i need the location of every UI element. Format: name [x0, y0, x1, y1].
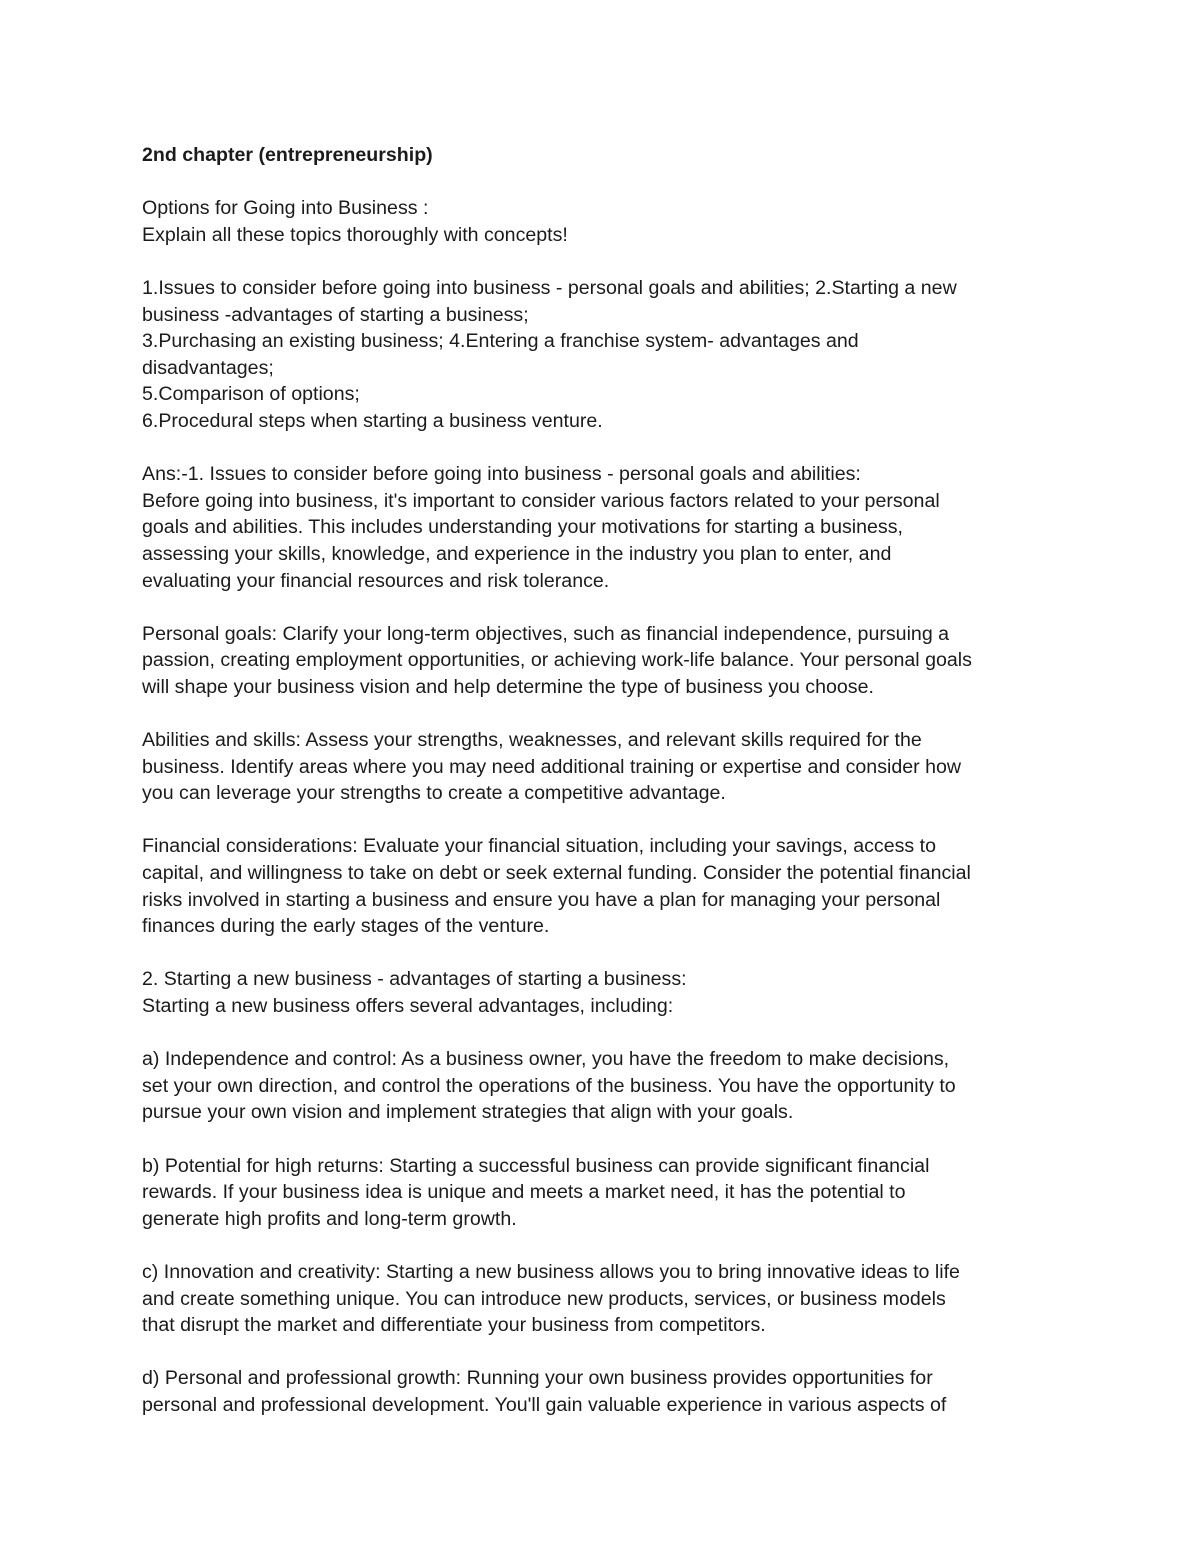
text-line: Starting a new business offers several advantages, including: — [142, 995, 674, 1017]
paragraph — [142, 461, 1072, 594]
text-line: evaluating your financial resources and risk tolerance. — [142, 569, 610, 592]
paragraph — [142, 1365, 1072, 1418]
paragraphs-container — [142, 195, 1072, 1418]
text-line: Explain all these topics thoroughly with concepts! — [142, 223, 568, 246]
text-line: finances during the early stages of the venture. — [142, 915, 550, 938]
text-line: goals and abilities. This includes understanding your motivations for starting a business, — [142, 516, 903, 539]
text-line: pursue your own vision and implement strategies that align with your goals. — [142, 1101, 794, 1124]
paragraph — [142, 275, 1072, 435]
document-title: 2nd chapter (entrepreneurship) — [142, 144, 433, 166]
text-line: 3.Purchasing an existing business; 4.Entering a franchise system- advantages and — [142, 330, 859, 353]
text-line: generate high profits and long-term growth. — [142, 1207, 517, 1230]
paragraph — [142, 195, 1072, 248]
text-line: 6.Procedural steps when starting a business venture. — [142, 409, 603, 432]
paragraph — [142, 727, 1072, 807]
paragraph — [142, 966, 1072, 1019]
text-line: will shape your business vision and help determine the type of business you choose. — [142, 675, 874, 698]
text-line: disadvantages; — [142, 356, 274, 379]
text-line: a) Independence and control: As a business owner, you have the freedom to make decisions, — [142, 1048, 950, 1071]
text-line: risks involved in starting a business and ensure you have a plan for managing your personal — [142, 888, 941, 911]
text-line: 1.Issues to consider before going into business - personal goals and abilities; 2.Starting a new — [142, 276, 957, 299]
text-line: capital, and willingness to take on debt or seek external funding. Consider the potential financial — [142, 862, 971, 885]
text-line: 5.Comparison of options; — [142, 383, 360, 406]
text-line: Options for Going into Business : — [142, 197, 429, 220]
text-line: personal and professional development. You'll gain valuable experience in various aspects of — [142, 1393, 947, 1416]
paragraph — [142, 1046, 1072, 1126]
text-line: Before going into business, it's important to consider various factors related to your personal — [142, 489, 940, 512]
text-line: business. Identify areas where you may need additional training or expertise and consider how — [142, 755, 962, 778]
text-line: you can leverage your strengths to create a competitive advantage. — [142, 782, 726, 805]
paragraph — [142, 833, 1072, 939]
text-line: passion, creating employment opportunities, or achieving work-life balance. Your personal goals — [142, 649, 972, 672]
text-line: assessing your skills, knowledge, and experience in the industry you plan to enter, and — [142, 542, 892, 565]
paragraph — [142, 1259, 1072, 1339]
text-line: and create something unique. You can introduce new products, services, or business models — [142, 1287, 946, 1310]
text-line: c) Innovation and creativity: Starting a new business allows you to bring innovative ideas to life — [142, 1260, 960, 1283]
text-line: set your own direction, and control the operations of the business. You have the opportunity to — [142, 1074, 956, 1097]
text-line: business -advantages of starting a business; — [142, 303, 529, 326]
text-line: rewards. If your business idea is unique and meets a market need, it has the potential to — [142, 1181, 906, 1204]
document-body — [142, 142, 1072, 1445]
text-line: Personal goals: Clarify your long-term objectives, such as financial independence, pursuing a — [142, 622, 950, 645]
text-line: d) Personal and professional growth: Running your own business provides opportunities for — [142, 1367, 933, 1390]
paragraph — [142, 1153, 1072, 1233]
paragraph — [142, 621, 1072, 701]
text-line: that disrupt the market and differentiate your business from competitors. — [142, 1314, 766, 1337]
text-line: Abilities and skills: Assess your strengths, weaknesses, and relevant skills required for the — [142, 729, 922, 752]
text-line: b) Potential for high returns: Starting a successful business can provide significant financial — [142, 1154, 930, 1177]
text-line: 2. Starting a new business - advantages of starting a business: — [142, 968, 687, 991]
text-line: Financial considerations: Evaluate your financial situation, including your savings, access to — [142, 835, 936, 858]
text-line: Ans:-1. Issues to consider before going into business - personal goals and abilities: — [142, 463, 861, 486]
